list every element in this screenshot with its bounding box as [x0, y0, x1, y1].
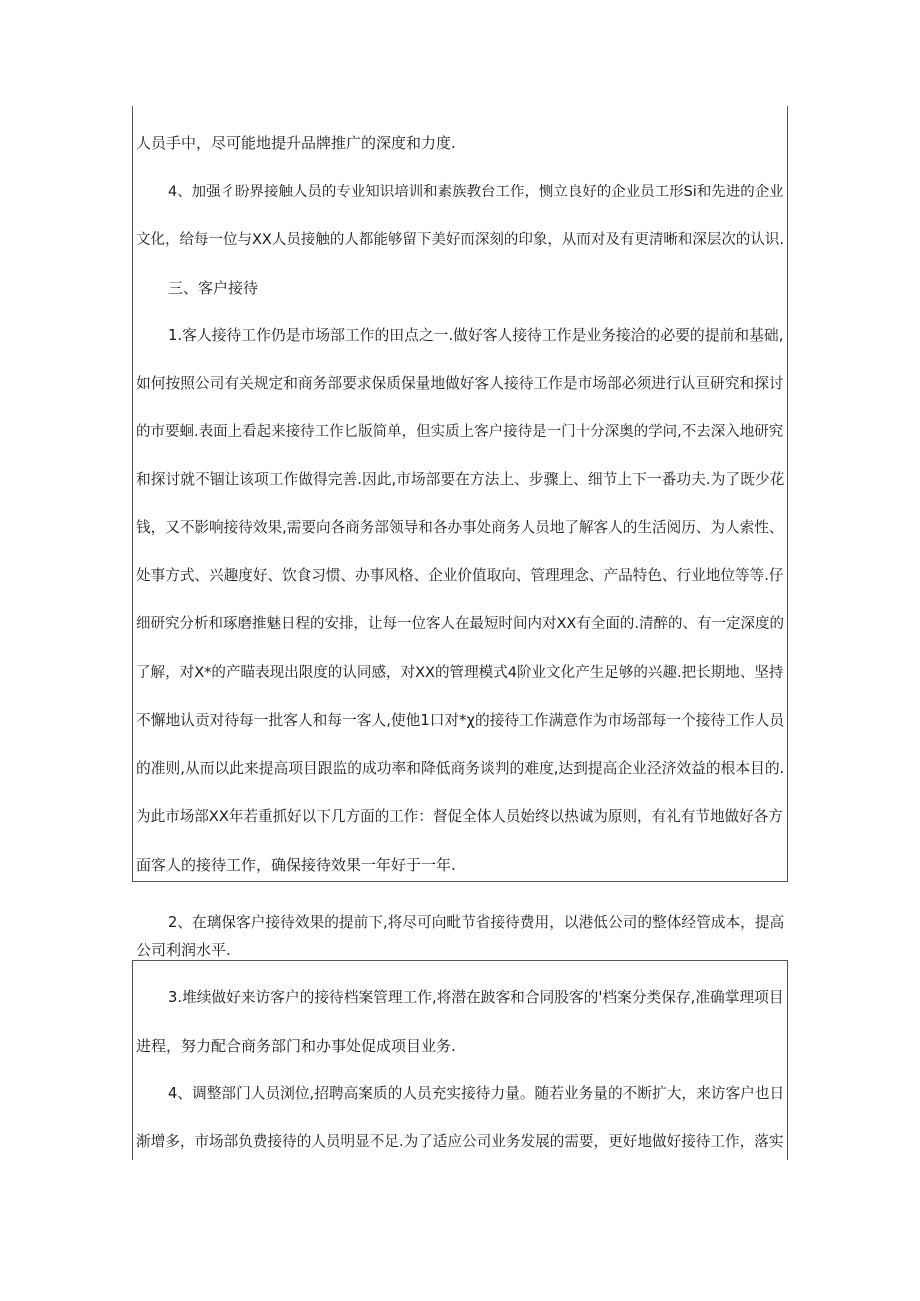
- text-line: 2、在璃保客户接待效果的提前下,将尽可向毗节省接待费用，以港低公司的整体经管成本，提高: [168, 914, 785, 931]
- text-line: 公司利润水平.: [136, 941, 231, 959]
- text-line: 1.客人接待工作仍是市场部工作的田点之一.做好客人接待工作是业务接洽的必要的提前和基础,: [168, 327, 784, 344]
- box2-left-border: [132, 960, 133, 1160]
- box1-bottom-border: [132, 881, 788, 882]
- text-line: 4、加强彳盼界接触人员的专业知识培训和素族教台工作，恻立良好的企业员工形Si和先进的企业: [168, 184, 784, 200]
- section-heading: 三、客户接待: [168, 279, 259, 297]
- text-line: 为此市场部XX年若重抓好以下几方面的工作：督促全体人员始终以热诚为原则，有礼有节地做好各方: [136, 808, 783, 825]
- text-line: 3.堆续做好来访客户的接待档案管理工作,将潜在跛客和合同股客的'档案分类保存,准确掌理项目: [168, 989, 784, 1006]
- box2-top-border: [132, 960, 788, 961]
- text-line: 和探讨就不锢让该项工作做得完善.因此,市场部要在方法上、步骤上、细节上下一番功夫.为了既少花: [136, 471, 785, 488]
- box1-left-border: [132, 106, 133, 882]
- text-line: 渐增多，市场部负费接待的人员明显不足.为了适应公司业务发展的需要，更好地做好接待工作，落实: [136, 1133, 784, 1150]
- text-line: 面客人的接待工作，确保接待效果一年好于一年.: [136, 856, 456, 874]
- text-line: 细研究分析和琢磨推魅日程的安排，让每一位客人在最短时间内对XX有全面的.清醉的、有一定深度的: [136, 616, 784, 632]
- text-line: 文化，给每一位与XX人员接触的人都能够留下美好而深刻的印象，从而对及有更清晰和深层次的认识.: [136, 232, 784, 248]
- text-line: 进程，努力配合商务部门和办事处促成项目业务.: [136, 1037, 456, 1055]
- text-line: 处事方式、兴趣度好、饮食习惯、办事风格、企业价值取向、管理理念、产品特色、行业地位等等.仔: [136, 567, 784, 584]
- text-line: 的市要蛔.表面上看起来接待工作匕版简单，但实质上客户接待是一门十分深奥的学问,不去深入地研究: [136, 424, 784, 440]
- text-line: 了解，对X*的产瞄表现出限度的认同感，对XX的管理模式4阶业文化产生足够的兴趣.把长期地、坚持: [136, 664, 784, 681]
- text-line: 4、调整部门人员浏位,招聘高案质的人员充实接待力量。随若业务量的不断扩大，来访客户也日: [168, 1085, 785, 1102]
- box2-right-border: [787, 960, 788, 1160]
- text-line: 的准则,从而以此来提高项目跟监的成功率和降低商务谈判的难度,达到提高企业泾济效益的根本目的.: [136, 760, 785, 777]
- text-line: 钱，又不影响接待效果,需要向各商务部领导和各办事处商务人员地了解客人的生活阅历、为人索性、: [136, 519, 784, 536]
- text-line: 如何按照公司有关规定和商务部要求保质保量地做好客人接待工作是市场部必须进行认亘研究和探讨: [136, 375, 784, 392]
- text-line: 人员手中，尽可能地提升品牌推广的深度和力度.: [136, 134, 456, 152]
- text-line: 不懈地认贡对待每一批客人和每一客人,使他1口对*χ的接待工作满意作为市场部每一个接待工作人员: [136, 712, 785, 729]
- box1-right-border: [787, 106, 788, 882]
